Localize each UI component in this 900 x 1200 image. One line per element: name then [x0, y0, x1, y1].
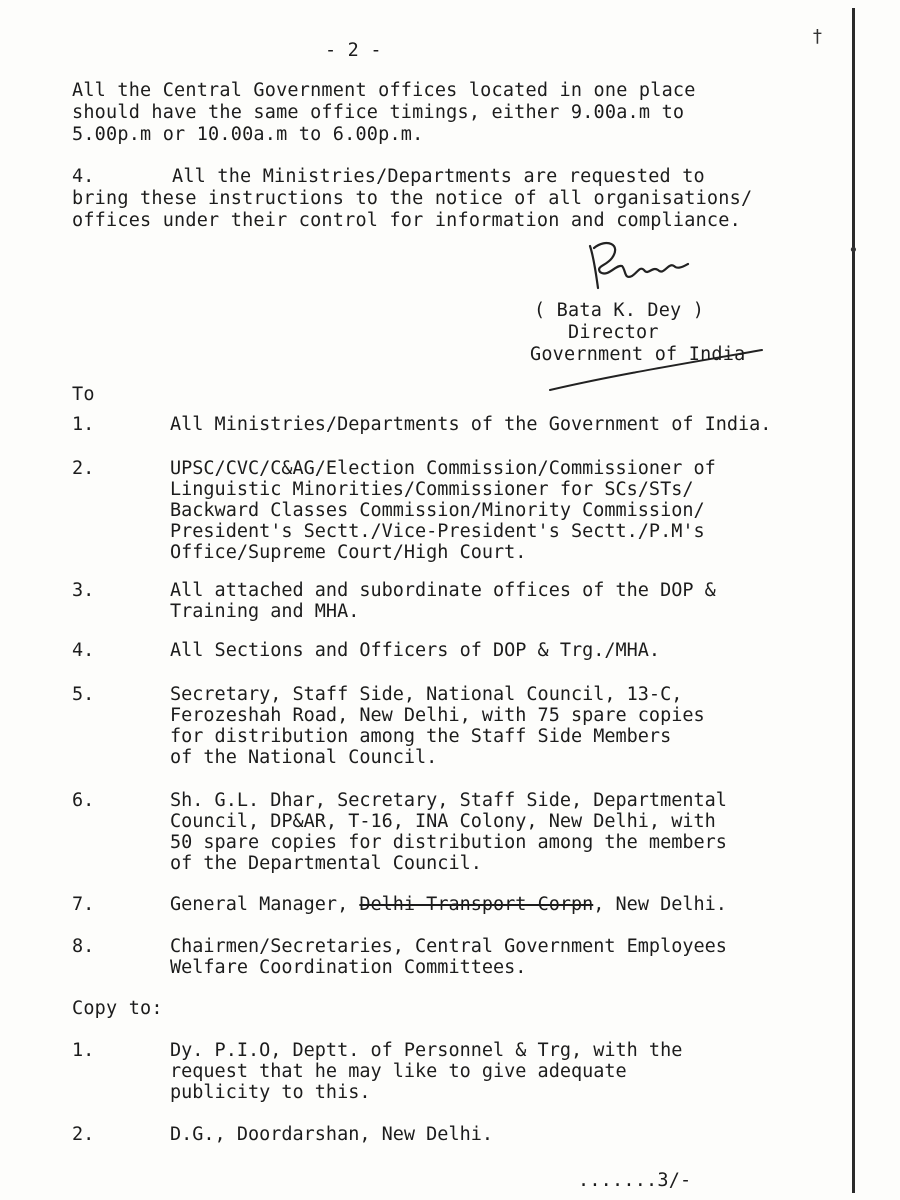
addressee-1-line-1: All Ministries/Departments of the Government of India.	[170, 414, 772, 435]
pen-stroke	[540, 346, 770, 396]
para4-line-1: All the Ministries/Departments are requested to	[172, 166, 705, 187]
addressee-3-number: 3.	[72, 580, 95, 601]
addressee-3-line-2: Training and MHA.	[170, 601, 360, 622]
timings-line-2: should have the same office timings, either 9.00a.m to	[72, 102, 685, 123]
addressee-4-line-1: All Sections and Officers of DOP & Trg./MHA.	[170, 640, 661, 661]
addressee-2-line-4: President's Sectt./Vice-President's Sectt./P.M's	[170, 521, 705, 542]
addressee-4-number: 4.	[72, 640, 95, 661]
para4-line-2: bring these instructions to the notice of all organisations/	[72, 188, 753, 209]
para4-line-3: offices under their control for information and compliance.	[72, 210, 741, 231]
addressee-5-line-1: Secretary, Staff Side, National Council, 13-C,	[170, 684, 683, 705]
addressee-5-number: 5.	[72, 684, 95, 705]
addressee-6-line-4: of the Departmental Council.	[170, 853, 482, 874]
addressee-6-line-1: Sh. G.L. Dhar, Secretary, Staff Side, Departmental	[170, 790, 727, 811]
addressee-5-line-2: Ferozeshah Road, New Delhi, with 75 spare copies	[170, 705, 705, 726]
addressee-8-line-1: Chairmen/Secretaries, Central Government Employees	[170, 936, 727, 957]
handwritten-signature	[582, 236, 722, 296]
addressee-3-line-1: All attached and subordinate offices of the DOP &	[170, 580, 716, 601]
signatory-office: Government of India	[530, 344, 746, 365]
addressee-2-number: 2.	[72, 458, 95, 479]
addressee-6-line-3: 50 spare copies for distribution among the members	[170, 832, 727, 853]
addressee-7-struck-text: Delhi Transport Corpn	[359, 894, 594, 915]
edge-tick-mark: •	[848, 240, 859, 261]
copy-1-line-2: request that he may like to give adequate	[170, 1061, 627, 1082]
copy-1-number: 1.	[72, 1040, 95, 1061]
to-heading: To	[72, 384, 95, 405]
signatory-designation: Director	[568, 322, 659, 343]
addressee-5-line-4: of the National Council.	[170, 747, 438, 768]
addressee-7-line	[170, 894, 727, 915]
timings-line-1: All the Central Government offices located in one place	[72, 80, 696, 101]
addressee-7-pre: General Manager,	[170, 894, 360, 915]
copy-to-heading: Copy to:	[72, 998, 163, 1019]
addressee-5-line-3: for distribution among the Staff Side Members	[170, 726, 672, 747]
addressee-2-line-1: UPSC/CVC/C&AG/Election Commission/Commissioner of	[170, 458, 716, 479]
addressee-6-line-2: Council, DP&AR, T-16, INA Colony, New Delhi, with	[170, 811, 716, 832]
addressee-7-number: 7.	[72, 894, 95, 915]
para4-number: 4.	[72, 166, 95, 187]
copy-1-line-1: Dy. P.I.O, Deptt. of Personnel & Trg, with the	[170, 1040, 683, 1061]
addressee-6-number: 6.	[72, 790, 95, 811]
addressee-2-line-3: Backward Classes Commission/Minority Commission/	[170, 500, 705, 521]
addressee-8-number: 8.	[72, 936, 95, 957]
copy-2-number: 2.	[72, 1124, 95, 1145]
timings-line-3: 5.00p.m or 10.00a.m to 6.00p.m.	[72, 124, 424, 145]
addressee-1-number: 1.	[72, 414, 95, 435]
continuation-marker: .......3/-	[578, 1170, 692, 1191]
addressee-8-line-2: Welfare Coordination Committees.	[170, 957, 527, 978]
edge-mark: †	[812, 26, 823, 47]
addressee-2-line-2: Linguistic Minorities/Commissioner for SCs/STs/	[170, 479, 694, 500]
addressee-7-post: , New Delhi.	[593, 894, 727, 915]
copy-1-line-3: publicity to this.	[170, 1082, 371, 1103]
copy-2-line-1: D.G., Doordarshan, New Delhi.	[170, 1124, 494, 1145]
signatory-name: ( Bata K. Dey )	[534, 300, 705, 321]
binding-edge-line	[852, 8, 855, 1193]
page-number: - 2 -	[325, 40, 382, 61]
addressee-2-line-5: Office/Supreme Court/High Court.	[170, 542, 527, 563]
